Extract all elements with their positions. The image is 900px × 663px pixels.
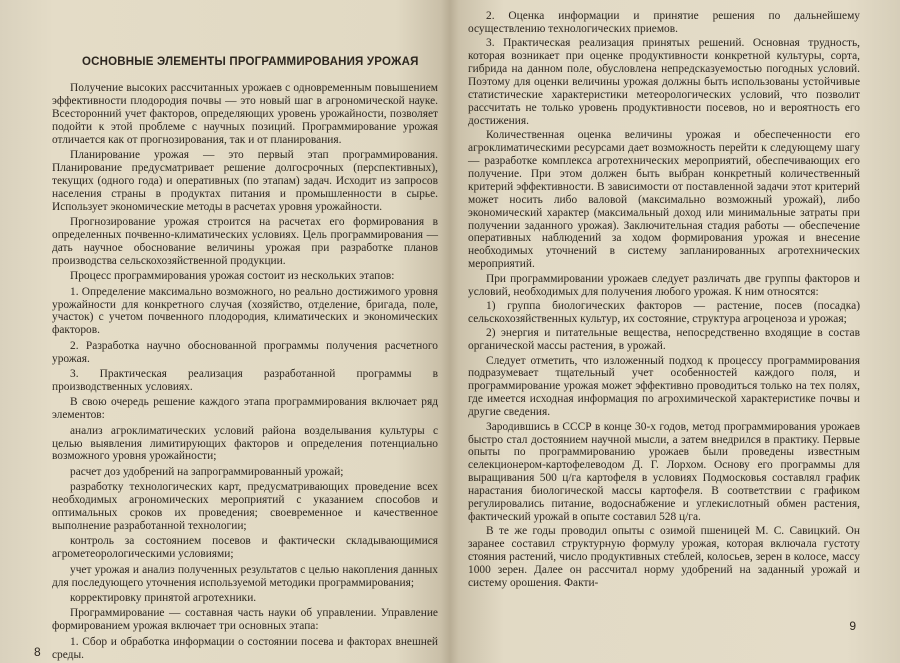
paragraph: Планирование урожая — это первый этап программирования. Планирование предусматривает решение долгосрочных (перспективных), текущих (одного года) и оперативных (по этапам) задач. Исходит из запросов населения страны в продуктах питания и промышленности в сырье. Использует экономические методы в расчетах уровня урожайности. — [52, 149, 438, 213]
paragraph: Прогнозирование урожая строится на расчетах его формирования в определенных почвенно-климатических условиях. Цель программирования — дать научное обоснование величины урожая при разработке планов производства сельскохозяйственной продукции. — [52, 216, 438, 267]
left-text-body — [52, 82, 438, 662]
paragraph: При программировании урожаев следует различать две группы факторов и условий, необходимых для получения любого урожая. К ним относятся: — [468, 272, 860, 298]
paragraph: Количественная оценка величины урожая и обеспеченности его агроклиматическими ресурсами дает возможность перейти к следующему шагу — разработке комплекса агротехнических мероприятий, обеспечивающих его получение. При этом должен быть выбран конкретный количественный критерий эффективности. В зависимости от поставленной задачи этот критерий может носить либо валовой (максимально возможный урожай), либо экономический характер (максимальный доход или минимальные затраты при получении заданного урожая). Заключительная стадия работы — обеспечение оперативных наблюдений за ходом формирования урожая и внесение необходимых уточнений в систему запланированных агротехнических мероприятий. — [468, 129, 860, 271]
page-number: 9 — [849, 619, 856, 633]
paragraph: 3. Практическая реализация разработанной программы в производственных условиях. — [52, 368, 438, 393]
paragraph: учет урожая и анализ полученных результатов с целью накопления данных для последующего уточнения используемой методики программирования; — [52, 563, 438, 589]
paragraph: Следует отметить, что изложенный подход к процессу программирования подразумевает тщательный учет особенностей каждого поля, и программирование урожая может эффективно проводиться только на тех полях, где имеется исходная информация по агрохимической характеристике почвы и другие сведения. — [468, 354, 860, 419]
paragraph: Процесс программирования урожая состоит из нескольких этапов: — [70, 270, 395, 283]
paragraph: 1. Определение максимально возможного, но реально достижимого уровня урожайности для конкретного случая (хозяйство, отделение, бригада, поле, участок) с учетом почвенного плодородия, климатических и экономических факторов. — [52, 285, 438, 337]
paragraph: анализ агроклиматических условий района возделывания культуры с целью выявления лимитирующих факторов и определения потенциально возможного уровня урожайности; — [52, 424, 438, 463]
paragraph: В те же годы проводил опыты с озимой пшеницей М. С. Савицкий. Он заранее составил структурную формулу урожая, которая включала густоту стояния растений, число продуктивных стеблей, колосьев, зерен в колосе, массу 1000 зерен. Далее он рассчитал норму удобрений на заданный урожай и систему орошения. Факти- — [468, 525, 860, 589]
paragraph: 2. Оценка информации и принятие решения по дальнейшему осуществлению технологических приемов. — [468, 10, 860, 35]
paragraph: корректировку принятой агротехники. — [70, 592, 257, 605]
paragraph: расчет доз удобрений на запрограммированный урожай; — [70, 465, 344, 478]
page-number: 8 — [34, 645, 41, 659]
paragraph: 1) группа биологических факторов — растение, посев (посадка) сельскохозяйственных культур, их состояние, структура агроценоза и урожая; — [468, 299, 860, 325]
paragraph: 1. Сбор и обработка информации о состоянии посева и факторах внешней среды. — [52, 635, 438, 661]
right-page — [450, 0, 900, 663]
paragraph: разработку технологических карт, предусматривающих проведение всех необходимых агрономических мероприятий с указанием способов и оптимальных сроков их проведения; своевременное и качественное выполнение разработанной технологии; — [52, 481, 438, 532]
paragraph: Зародившись в СССР в конце 30-х годов, метод программирования урожаев быстро стал достоянием научной мысли, а затем внедрился в практику. Первые опыты по программированию урожаев были проведены известным селекционером-картофелеводом Д. Г. Лорхом. Основу его программы для выращивания 500 ц/га картофеля в условиях Подмосковья составлял график нарастания биологической массы картофеля. В соответствии с графиком регулировались питание, водоснабжение и углекислотный обмен растения, фактический урожай в опыте составил 528 ц/га. — [468, 420, 860, 523]
paragraph: контроль за состоянием посевов и фактически складывающимися агрометеорологическими условиями; — [52, 535, 438, 561]
right-text-body — [468, 10, 860, 590]
paragraph: В свою очередь решение каждого этапа программирования включает ряд элементов: — [52, 396, 438, 422]
paragraph: 3. Практическая реализация принятых решений. Основная трудность, которая возникает при оценке продуктивности конкретной культуры, сорта, гибрида на данном поле, обусловлена непредсказуемостью погодных условий. Поэтому для оценки величины урожая должны быть использованы устойчивые статистические характеристики метеорологических условий, что позволит рассчитать не только уровень продуктивности посевов, но и вероятность его достижения. — [468, 37, 860, 127]
paragraph: Получение высоких рассчитанных урожаев с одновременным повышением эффективности плодородия почвы — это новый шаг в агрономической науке. Всесторонний учет факторов, определяющих уровень урожайности, позволяет подойти к этой проблеме с научных позиций. Программирование урожая отличается как от прогнозирования, так и от планирования. — [52, 82, 438, 146]
paragraph: 2) энергия и питательные вещества, непосредственно входящие в состав органической массы растения, в урожай. — [468, 327, 860, 353]
section-title: ОСНОВНЫЕ ЭЛЕМЕНТЫ ПРОГРАММИРОВАНИЯ УРОЖАЯ — [82, 56, 419, 68]
paragraph: Программирование — составная часть науки об управлении. Управление формированием урожая включает три основных этапа: — [52, 607, 438, 633]
paragraph: 2. Разработка научно обоснованной программы получения расчетного урожая. — [52, 339, 438, 365]
